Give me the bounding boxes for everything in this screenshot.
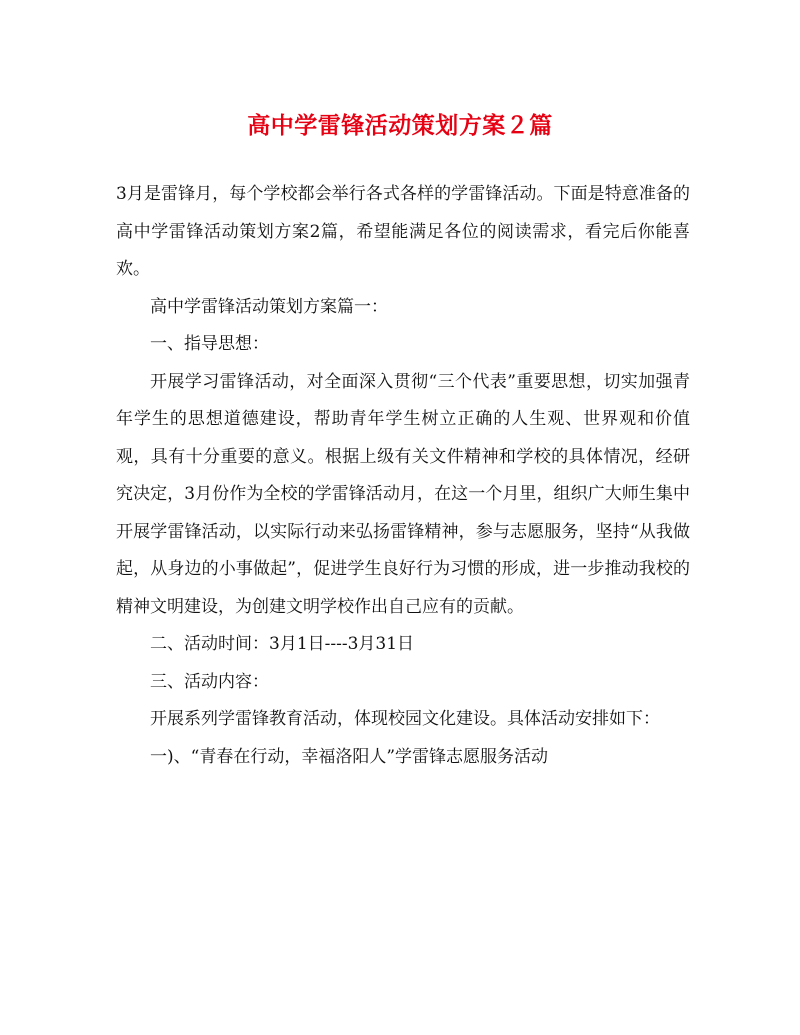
intro-paragraph: 3月是雷锋月，每个学校都会举行各式各样的学雷锋活动。下面是特意准备的高中学雷锋活动策划方案2篇，希望能满足各位的阅读需求，看完后你能喜欢。 (116, 184, 690, 279)
section-heading-guiding-ideology: 一、指导思想： (150, 334, 269, 354)
plan-heading: 高中学雷锋活动策划方案篇一： (150, 296, 388, 317)
document-title: 高中学雷锋活动策划方案２篇 (247, 112, 553, 139)
activity-content-paragraph: 开展系列学雷锋教育活动，体现校园文化建设。具体活动安排如下： (150, 709, 660, 729)
section-heading-activity-content: 三、活动内容： (150, 671, 269, 692)
guiding-ideology-paragraph: 开展学习雷锋活动，对全面深入贯彻“三个代表”重要思想，切实加强青年学生的思想道德建设，帮助青年学生树立正确的人生观、世界观和价值观，具有十分重要的意义。根据上级有关文件精神和学校的具体情况，经研究决定，3月份作为全校的学雷锋活动月，在这一个月里，组织广大师生集中开展学雷锋活动，以实际行动来弘扬雷锋精神，参与志愿服务，坚持“从我做起，从身边的小事做起”，促进学生良好行为习惯的形成，进一步推动我校的精神文明建设，为创建文明学校作出自己应有的贡献。 (116, 371, 690, 617)
section-activity-time: 二、活动时间：3月1日----3月31日 (150, 634, 415, 654)
document-body (116, 176, 690, 776)
subsection-heading-volunteer-activity: 一)、“青春在行动，幸福洛阳人”学雷锋志愿服务活动 (150, 746, 549, 767)
